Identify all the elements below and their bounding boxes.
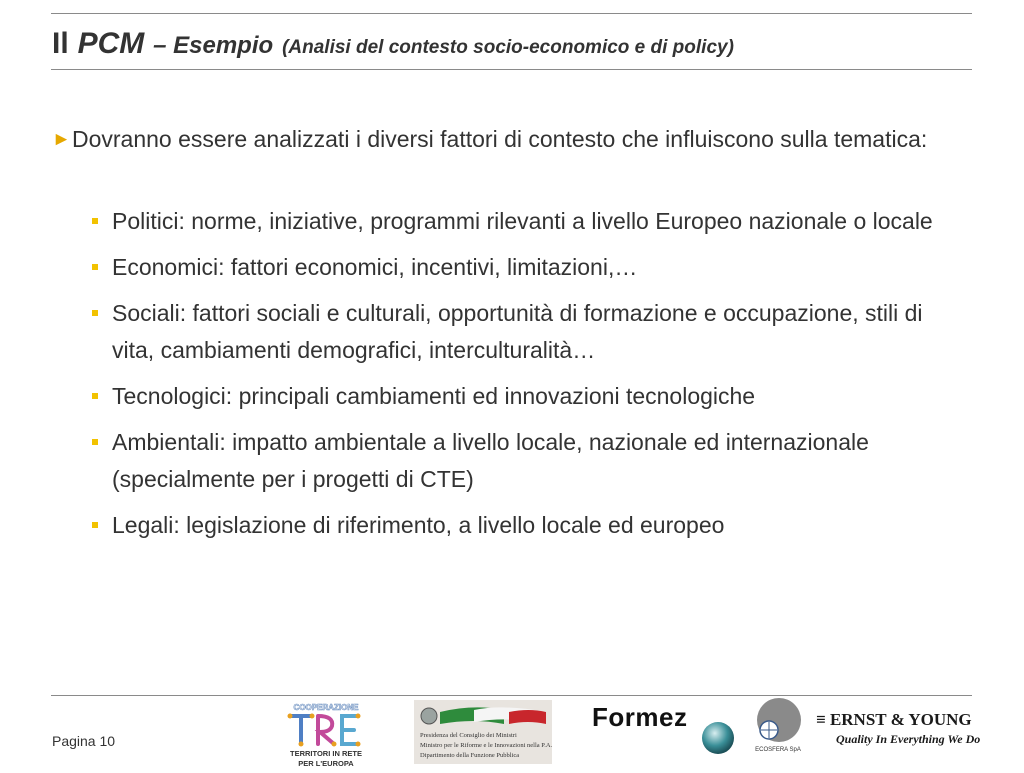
sub-bullet-legali xyxy=(90,507,970,544)
ey-bars-icon: ≡ xyxy=(816,710,826,729)
ernst-young-wordmark xyxy=(816,710,972,730)
sub-bullet-text: Tecnologici: principali cambiamenti ed innovazioni tecnologiche xyxy=(112,383,756,409)
square-bullet-icon xyxy=(92,218,98,224)
slide-title xyxy=(52,22,734,68)
ernst-young-tagline: Quality In Everything We Do xyxy=(836,732,981,746)
presidenza-consiglio-logo xyxy=(414,700,552,764)
tre-logo-graphic xyxy=(282,702,370,768)
title-underline-rule xyxy=(51,69,972,70)
tre-logo-top-text: COOPERAZIONE xyxy=(293,703,359,712)
main-bullet xyxy=(52,121,952,158)
sub-bullet-tecnologici xyxy=(90,378,970,415)
square-bullet-icon xyxy=(92,264,98,270)
formez-globe-icon xyxy=(588,700,738,758)
top-rule xyxy=(51,13,972,14)
ecosfera-logo xyxy=(753,698,803,754)
square-bullet-icon xyxy=(92,439,98,445)
sub-bullet-text: Politici: norme, iniziative, programmi rilevanti a livello Europeo nazionale o locale xyxy=(112,208,933,234)
ernst-young-logo xyxy=(816,708,981,748)
ey-name-text: ERNST & YOUNG xyxy=(829,710,972,729)
cooperazione-tre-logo xyxy=(282,702,370,768)
pcm-logo-line1: Presidenza del Consiglio dei Ministri xyxy=(420,732,517,739)
square-bullet-icon xyxy=(92,393,98,399)
footer-rule xyxy=(51,695,972,696)
sub-bullet-ambientali xyxy=(90,424,970,498)
title-part-il: Il xyxy=(52,27,69,60)
pcm-logo-line2: Ministro per le Riforme e le Innovazioni nella P.A. xyxy=(420,742,553,749)
sub-bullet-text: Ambientali: impatto ambientale a livello locale, nazionale ed internazionale (specialmente per i progetti di CTE) xyxy=(112,429,869,492)
sub-bullet-sociali xyxy=(90,295,970,369)
formez-logo xyxy=(588,700,738,758)
ecosfera-label: ECOSFERA SpA xyxy=(755,747,801,753)
sub-bullet-list xyxy=(90,203,970,553)
main-bullet-text: Dovranno essere analizzati i diversi fattori di contesto che influiscono sulla tematica: xyxy=(72,126,928,152)
sub-bullet-text: Legali: legislazione di riferimento, a livello locale ed europeo xyxy=(112,512,725,538)
sub-bullet-politici xyxy=(90,203,970,240)
sub-bullet-text: Economici: fattori economici, incentivi, limitazioni,… xyxy=(112,254,638,280)
title-part-esempio: – Esempio xyxy=(153,32,274,59)
arrow-bullet-icon: ► xyxy=(52,129,71,150)
title-part-subtitle: (Analisi del contesto socio-economico e di policy) xyxy=(282,37,734,58)
tre-logo-line2: PER L'EUROPA xyxy=(298,759,354,768)
page-number: Pagina 10 xyxy=(52,733,116,749)
tre-logo-line1: TERRITORI IN RETE xyxy=(290,749,362,758)
formez-wordmark: Formez xyxy=(592,702,688,732)
ecosfera-graphic xyxy=(753,698,803,754)
sub-bullet-text: Sociali: fattori sociali e culturali, opportunità di formazione e occupazione, stili di vita, cambiamenti demografici, interculturalità… xyxy=(112,300,923,363)
square-bullet-icon xyxy=(92,310,98,316)
title-part-pcm: PCM xyxy=(77,27,145,60)
sub-bullet-economici xyxy=(90,249,970,286)
square-bullet-icon xyxy=(92,522,98,528)
pcm-logo-line3: Dipartimento della Funzione Pubblica xyxy=(420,752,520,759)
